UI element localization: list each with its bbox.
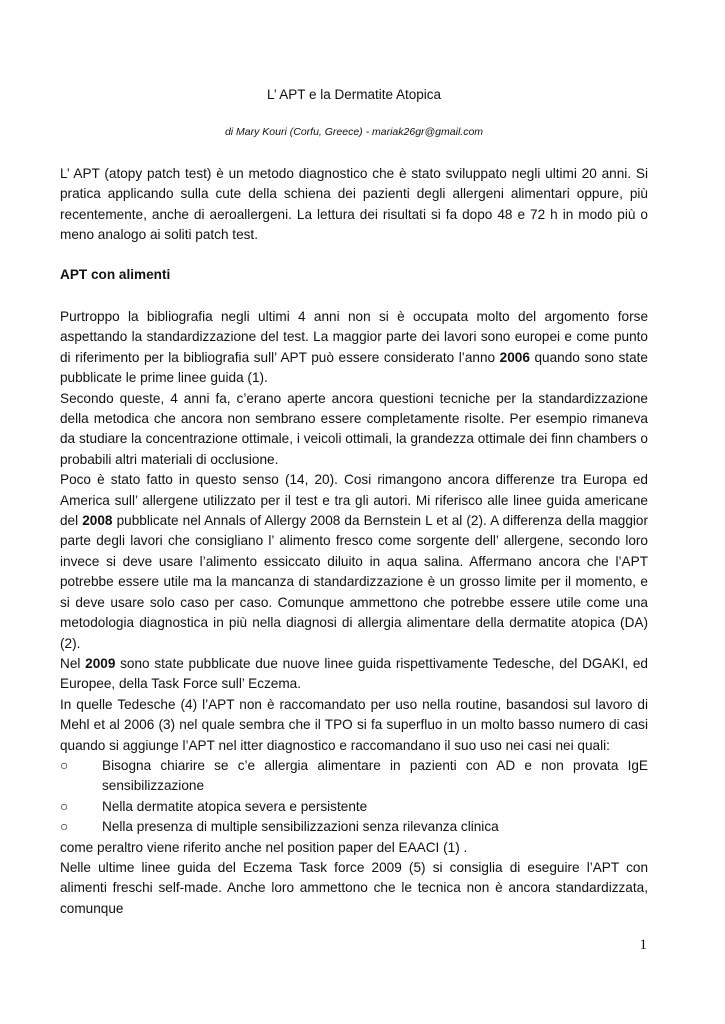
paragraph-6: come peraltro viene riferito anche nel position paper del EAACI (1) .	[60, 839, 468, 855]
list-item	[60, 797, 648, 817]
page-number: 1	[639, 937, 647, 953]
paragraph-1: Purtroppo la bibliografia negli ultimi 4 anni non si è occupata molto del argomento forse aspettando la standardizzazione del test. La maggior parte dei lavori sono europei e come punto di riferimento per la bibliografia sull’ APT può essere considerato l’anno 2006 quando sono state pubblicate le prime linee guida (1).	[60, 309, 648, 386]
paragraph-7: Nelle ultime linee guida del Eczema Task force 2009 (5) si consiglia di eseguire l’APT con alimenti freschi self-made. Anche loro ammettono che le tecnica non è ancora standardizzata, comunque	[60, 859, 648, 916]
list-item-text: Nella presenza di multiple sensibilizzazioni senza rilevanza clinica	[102, 819, 499, 835]
bullet-circle-icon: ○	[60, 798, 69, 814]
document-title: L’ APT e la Dermatite Atopica	[266, 87, 442, 102]
year-2008: 2008	[82, 513, 113, 529]
section-heading: APT con alimenti	[60, 267, 171, 282]
list-item	[60, 756, 648, 797]
list-item	[60, 817, 648, 837]
list-item-text: Bisogna chiarire se c’e allergia alimentare in pazienti con AD e non provata IgE sensibilizzazione	[102, 757, 648, 794]
section-body	[60, 307, 648, 919]
paragraph-4: Nel 2009 sono state pubblicate due nuove linee guida rispettivamente Tedesche, del DGAKI, ed Europee, della Task Force sull’ Eczema.	[60, 655, 648, 692]
paragraph-3: Poco è stato fatto in questo senso (14, 20). Cosi rimangono ancora differenze tra Europa ed America sull’ allergene utilizzato per il test e tra gli autori. Mi riferisco alle linee guida americane del 2008 pubblicate nel Annals of Allergy 2008 da Bernstein L et al (2). A differenza della maggior parte degli lavori che consigliano l’ alimento fresco come sorgente dell’ allergene, secondo loro invece si deve usare l’alimento essiccato diluito in aqua salina. Affermano ancora che l’APT potrebbe essere utile ma la mancanza di standardizzazione è un grosso limite per il momento, e si deve usare solo caso per caso. Comunque ammettono che potrebbe essere utile come una metodologia diagnostica in più nella diagnosi di allergia alimentare della dermatite atopica (DA) (2).	[60, 472, 648, 651]
list-item-text: Nella dermatite atopica severa e persistente	[102, 798, 368, 814]
bullet-circle-icon: ○	[60, 757, 69, 773]
year-2006: 2006	[499, 349, 530, 365]
paragraph-2: Secondo queste, 4 anni fa, c’erano aperte ancora questioni tecniche per la standardizzazione della metodica che ancora non sembrano essere completamente risolte. Per esempio rimaneva da studiare la concentrazione ottimale, i veicoli ottimali, la grandezza ottimale dei finn chambers o probabili altri materiali di occlusione.	[60, 390, 648, 467]
author-byline: di Mary Kouri (Corfu, Greece) - mariak26gr@gmail.com	[224, 126, 484, 138]
paragraph-5: In quelle Tedesche (4) l’APT non è raccomandato per uso nella routine, basandosi sul lavoro di Mehl et al 2006 (3) nel quale sembra che il TPO si fa superfluo in un molto basso numero di casi quando si aggiunge l’APT nel itter diagnostico e raccomandano il suo uso nei casi nei quali:	[60, 696, 648, 753]
bullet-circle-icon: ○	[60, 819, 69, 835]
intro-paragraph: L’ APT (atopy patch test) è un metodo diagnostico che è stato sviluppato negli ultimi 20 anni. Si pratica applicando sulla cute della schiena dei pazienti degli allergeni alimentari oppure, più recentemente, anche di aeroallergeni. La lettura dei risultati si fa dopo 48 e 72 h in modo più o meno analogo ai soliti patch test.	[60, 166, 648, 243]
year-2009: 2009	[85, 655, 116, 671]
